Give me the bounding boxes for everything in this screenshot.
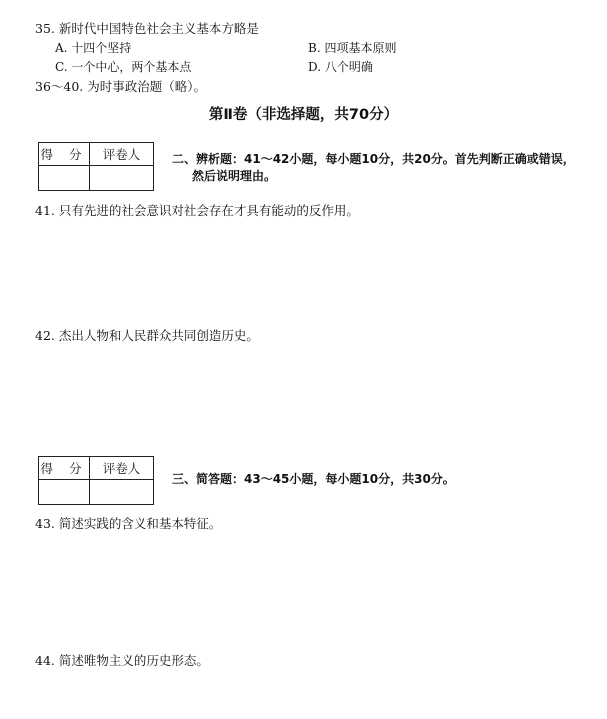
score-box-grader-cell[interactable] — [90, 166, 154, 191]
score-box-grader-cell[interactable] — [90, 480, 154, 505]
section-3-heading: 三、简答题：43～45小题，每小题10分，共30分。 — [172, 472, 455, 486]
score-box-label-score: 得 分 — [39, 143, 90, 166]
question-43: 43. 简述实践的含义和基本特征。 — [35, 516, 222, 531]
question-44: 44. 简述唯物主义的历史形态。 — [35, 653, 209, 668]
question-35-stem: 35. 新时代中国特色社会主义基本方略是 — [35, 21, 259, 36]
score-box-label-score: 得 分 — [39, 457, 90, 480]
score-box-section-2 — [38, 142, 154, 191]
score-box-section-3 — [38, 456, 154, 505]
questions-36-40-note: 36～40. 为时事政治题（略）。 — [35, 79, 207, 94]
question-41: 41. 只有先进的社会意识对社会存在才具有能动的反作用。 — [35, 203, 359, 218]
question-35-option-c: C. 一个中心，两个基本点 — [55, 60, 192, 74]
section-2-heading-line2: 然后说明理由。 — [192, 169, 277, 183]
question-35-option-b: B. 四项基本原则 — [308, 41, 397, 55]
question-35-option-d: D. 八个明确 — [308, 60, 373, 74]
part-2-title: 第Ⅱ卷（非选择题，共70分） — [208, 107, 399, 123]
score-box-score-cell[interactable] — [39, 480, 90, 505]
score-box-score-cell[interactable] — [39, 166, 90, 191]
question-42: 42. 杰出人物和人民群众共同创造历史。 — [35, 328, 259, 343]
question-35-option-a: A. 十四个坚持 — [55, 41, 132, 55]
section-2-heading: 二、辨析题：41～42小题，每小题10分，共20分。首先判断正确或错误， — [172, 152, 575, 166]
score-box-label-grader: 评卷人 — [90, 143, 154, 166]
score-box-label-grader: 评卷人 — [90, 457, 154, 480]
